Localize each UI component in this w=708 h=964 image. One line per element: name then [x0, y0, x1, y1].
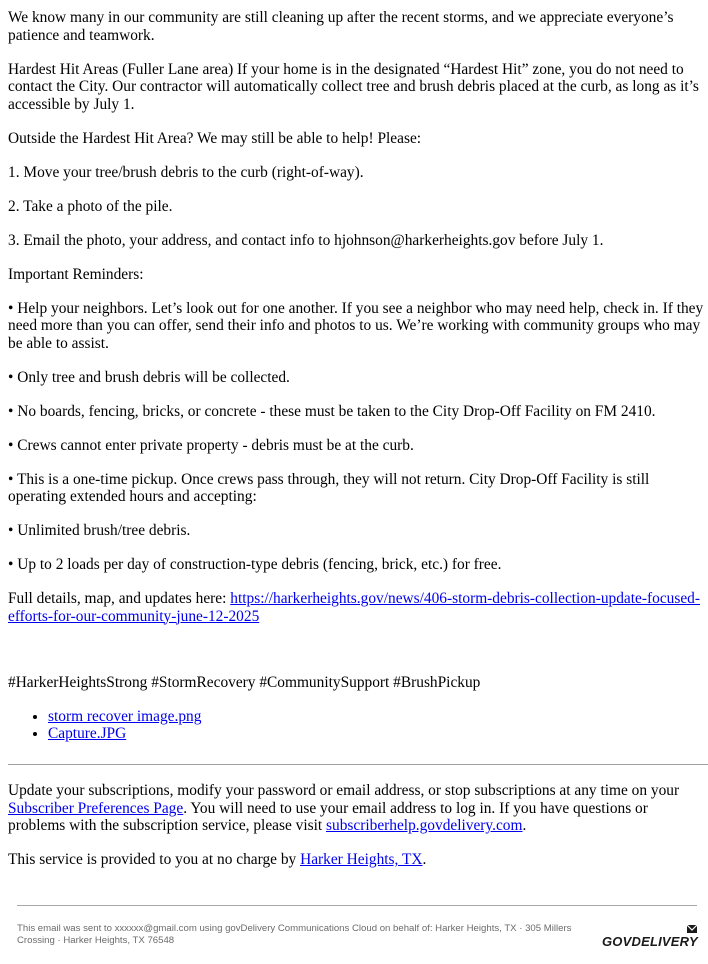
update-middle: . You will need to use your email address to log in. If you have questions or problems with the subscription service, please visit — [8, 799, 648, 834]
details-link[interactable]: https://harkerheights.gov/news/406-storm-debris-collection-update-focused-efforts-for-our-community-june-12-2025 — [8, 590, 700, 625]
attachment-link-capture[interactable]: Capture.JPG — [48, 725, 127, 742]
hardest-hit-paragraph: Hardest Hit Areas (Fuller Lane area) If your home is in the designated “Hardest Hit” zone, you do not need to contact the City. Our contractor will automatically collect tree and brush debris placed at the curb, as long as it’s accessible by July 1. — [8, 60, 699, 113]
subscriber-preferences-link[interactable]: Subscriber Preferences Page — [8, 799, 184, 817]
reminder-crews: • Crews cannot enter private property - debris must be at the curb. — [8, 436, 414, 454]
step-1: 1. Move your tree/brush debris to the curb (right-of-way). — [8, 163, 364, 181]
update-prefix: Update your subscriptions, modify your password or email address, or stop subscriptions at any time on your — [8, 782, 680, 799]
attachment-item — [48, 725, 704, 743]
hashtags: #HarkerHeightsStrong #StormRecovery #CommunitySupport #BrushPickup — [8, 673, 481, 691]
email-body — [8, 9, 704, 759]
details-prefix: Full details, map, and updates here: — [8, 590, 231, 607]
reminders-heading: Important Reminders: — [8, 265, 144, 283]
brand-wordmark: GOVDELIVERY — [602, 934, 698, 949]
reminder-one-time: • This is a one-time pickup. Once crews pass through, they will not return. City Drop-Off Facility is still operating extended hours and accepting: — [8, 470, 650, 505]
reminder-help-neighbors: • Help your neighbors. Let’s look out for one another. If you see a neighbor who may need help, check in. If they need more than you can offer, send their info and photos to us. We’re working with community groups who may be able to assist. — [8, 299, 704, 352]
govdelivery-logo[interactable] — [600, 923, 700, 953]
subscription-paragraph — [8, 782, 708, 835]
attachment-link-storm-image[interactable]: storm recover image.png — [48, 707, 202, 725]
service-suffix: . — [422, 851, 427, 868]
step-2: 2. Take a photo of the pile. — [8, 197, 173, 215]
step-3: 3. Email the photo, your address, and contact info to hjohnson@harkerheights.gov before July 1. — [8, 231, 604, 249]
harker-heights-link[interactable]: Harker Heights, TX — [300, 851, 423, 868]
legal-divider — [17, 905, 697, 906]
intro-paragraph: We know many in our community are still cleaning up after the recent storms, and we appreciate everyone’s patience and teamwork. — [8, 9, 674, 44]
envelope-icon — [686, 923, 698, 935]
service-paragraph — [8, 851, 708, 869]
legal-notice: This email was sent to xxxxxx@gmail.com using govDelivery Communications Cloud on behalf of: Harker Heights, TX · 305 Millers Crossing · Harker Heights, TX 76548 — [17, 923, 572, 946]
subscription-footer — [8, 782, 708, 885]
subscriber-help-link[interactable]: subscriberhelp.govdelivery.com — [326, 817, 523, 834]
service-prefix: This service is provided to you at no charge by — [8, 851, 301, 868]
reminder-loads: • Up to 2 loads per day of construction-type debris (fencing, brick, etc.) for free. — [8, 556, 502, 573]
spacer — [8, 642, 704, 674]
attachment-item — [48, 708, 704, 726]
outside-area-paragraph: Outside the Hardest Hit Area? We may still be able to help! Please: — [8, 129, 422, 147]
reminder-unlimited: • Unlimited brush/tree debris. — [8, 522, 191, 539]
details-paragraph — [8, 590, 704, 625]
reminder-no-boards: • No boards, fencing, bricks, or concrete - these must be taken to the City Drop-Off Facility on FM 2410. — [8, 402, 656, 420]
attachment-list — [8, 708, 704, 743]
reminder-only-tree-brush: • Only tree and brush debris will be collected. — [8, 368, 290, 386]
footer-divider — [8, 764, 708, 765]
update-suffix: . — [522, 817, 527, 834]
